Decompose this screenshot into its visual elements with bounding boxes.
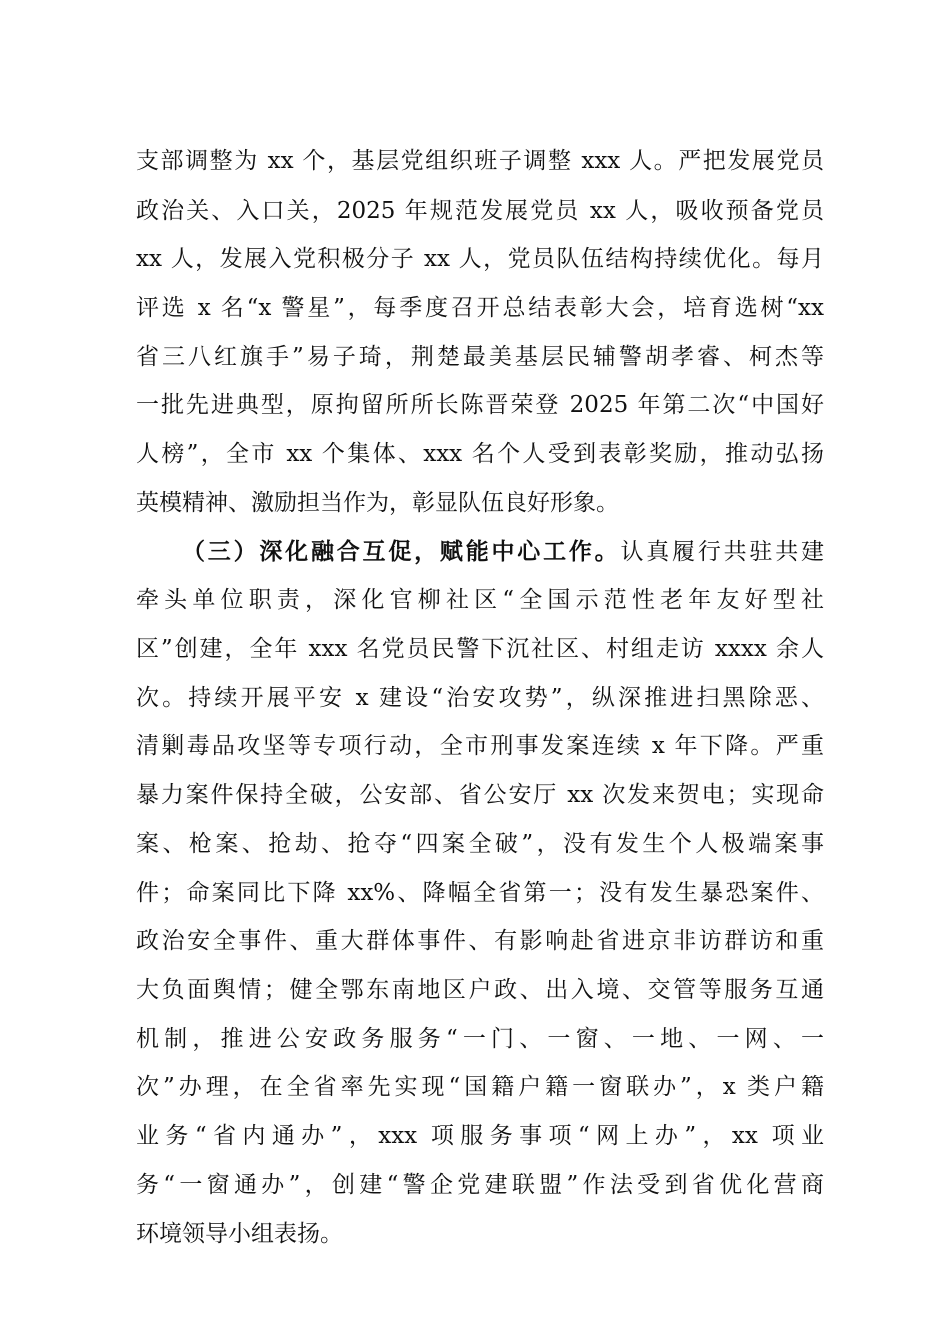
section-heading: （三）深化融合互促，赋能中心工作。 bbox=[182, 538, 621, 565]
paragraph-2-line-7: 案、枪案、抢劫、抢夺“四案全破”，没有发生个人极端案事 bbox=[136, 831, 824, 857]
paragraph-1-line-3: xx 人，发展入党积极分子 xx 人，党员队伍结构持续优化。每月 bbox=[136, 246, 824, 272]
paragraph-2-line-11: 机制，推进公安政务服务“一门、一窗、一地、一网、一 bbox=[136, 1026, 824, 1052]
paragraph-2-line-10: 大负面舆情；健全鄂东南地区户政、出入境、交管等服务互通 bbox=[136, 977, 824, 1003]
paragraph-2-line-8: 件；命案同比下降 xx%、降幅全省第一；没有发生暴恐案件、 bbox=[136, 880, 824, 906]
paragraph-1-line-2: 政治关、入口关，2025 年规范发展党员 xx 人，吸收预备党员 bbox=[136, 198, 824, 224]
paragraph-2-line-15: 环境领导小组表扬。 bbox=[136, 1221, 343, 1247]
paragraph-2-line-2: 牵头单位职责，深化官柳社区“全国示范性老年友好型社 bbox=[136, 587, 824, 613]
paragraph-2-first-line bbox=[182, 532, 824, 572]
paragraph-2-line-3: 区”创建，全年 xxx 名党员民警下沉社区、村组走访 xxxx 余人 bbox=[136, 636, 824, 662]
paragraph-1-line-6: 一批先进典型，原拘留所所长陈晋荣登 2025 年第二次“中国好 bbox=[136, 392, 824, 418]
paragraph-2-line-14: 务“一窗通办”，创建“警企党建联盟”作法受到省优化营商 bbox=[136, 1172, 824, 1198]
paragraph-1-line-7: 人榜”，全市 xx 个集体、xxx 名个人受到表彰奖励，推动弘扬 bbox=[136, 441, 824, 467]
paragraph-2-first-line-text: 认真履行共驻共建 bbox=[620, 539, 824, 565]
paragraph-1-line-5: 省三八红旗手”易子琦，荆楚最美基层民辅警胡孝睿、柯杰等 bbox=[136, 344, 824, 370]
paragraph-1-line-4: 评选 x 名“x 警星”，每季度召开总结表彰大会，培育选树“xx bbox=[136, 295, 824, 321]
paragraph-2-line-12: 次”办理，在全省率先实现“国籍户籍一窗联办”，x 类户籍 bbox=[136, 1074, 824, 1100]
paragraph-2-line-6: 暴力案件保持全破，公安部、省公安厅 xx 次发来贺电；实现命 bbox=[136, 782, 824, 808]
paragraph-2-line-9: 政治安全事件、重大群体事件、有影响赴省进京非访群访和重 bbox=[136, 928, 824, 954]
paragraph-1-line-1: 支部调整为 xx 个，基层党组织班子调整 xxx 人。严把发展党员 bbox=[136, 148, 824, 174]
paragraph-1-line-8: 英模精神、激励担当作为，彰显队伍良好形象。 bbox=[136, 490, 619, 516]
paragraph-2-line-4: 次。持续开展平安 x 建设“治安攻势”，纵深推进扫黑除恶、 bbox=[136, 685, 824, 711]
paragraph-2-line-5: 清剿毒品攻坚等专项行动，全市刑事发案连续 x 年下降。严重 bbox=[136, 733, 824, 759]
paragraph-2-line-13: 业务“省内通办”，xxx 项服务事项“网上办”，xx 项业 bbox=[136, 1123, 824, 1149]
